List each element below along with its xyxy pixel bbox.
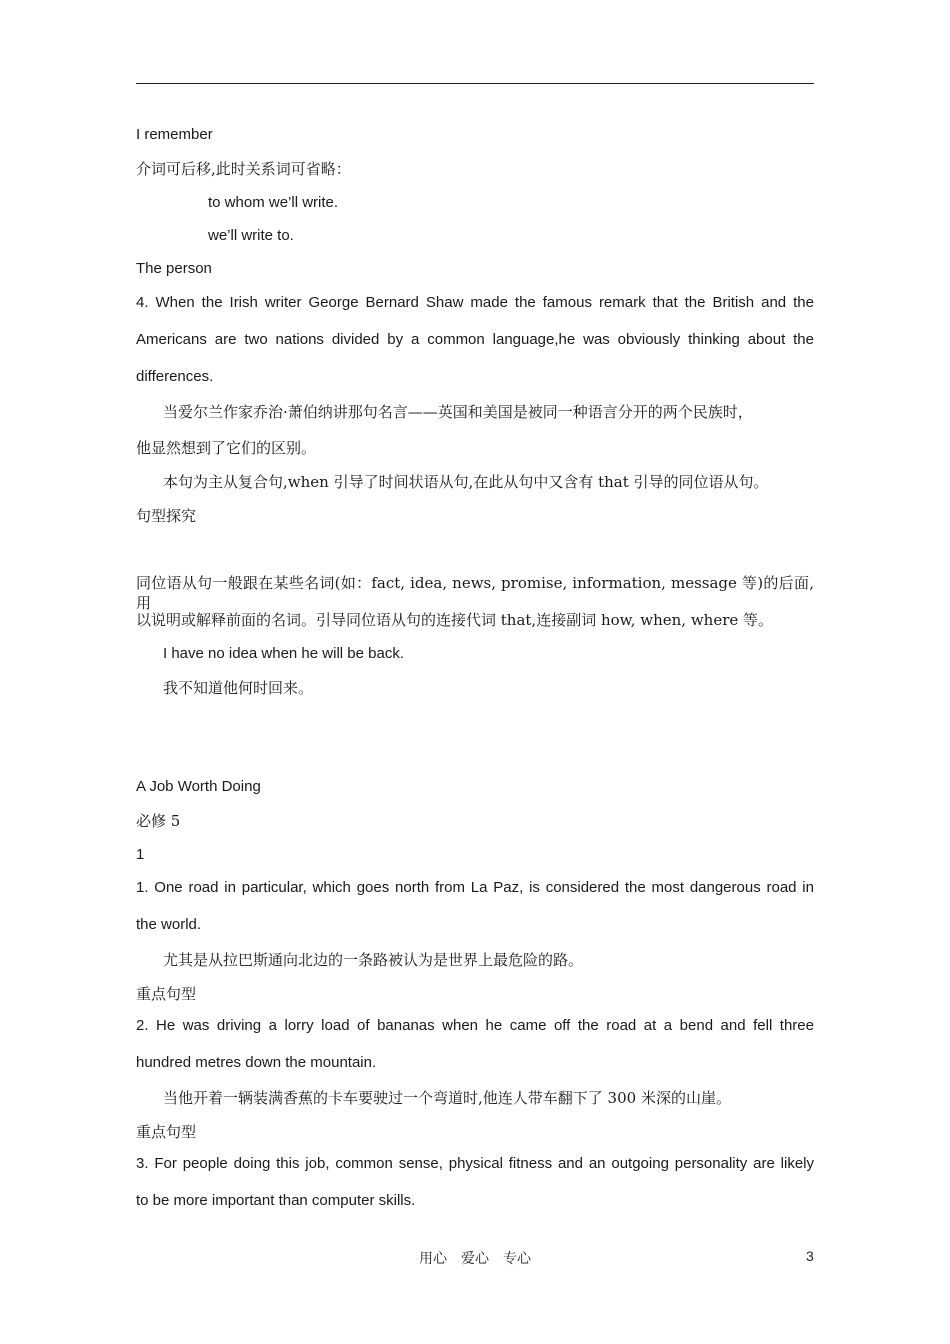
sentence-4-line: 4. When the Irish writer George Bernard Shaw made the famous remark that the British and the — [136, 294, 814, 311]
section-label: 重点句型 — [136, 985, 197, 1003]
sentence-4-line: differences. — [136, 368, 214, 385]
translation-line: 当爱尔兰作家乔治·萧伯纳讲那句名言——英国和美国是被同一种语言分开的两个民族时， — [163, 403, 753, 421]
sentence-2-line: hundred metres down the mountain. — [136, 1054, 377, 1071]
analysis-line: 本句为主从复合句,when 引导了时间状语从句,在此从句中又含有 that 引导的同位语从句。 — [163, 473, 769, 491]
sentence-3-line: to be more important than computer skills. — [136, 1192, 416, 1209]
sentence-1-line: 1. One road in particular, which goes north from La Paz, is considered the most dangerous road in — [136, 879, 814, 896]
translation-line: 他显然想到了它们的区别。 — [136, 439, 317, 457]
text-line: 介词可后移,此时关系词可省略： — [136, 160, 351, 178]
unit-title: A Job Worth Doing — [136, 778, 261, 795]
footer-motto: 用心 爱心 专心 — [419, 1251, 531, 1267]
sentence-4-line: Americans are two nations divided by a common language,he was obviously thinking about the — [136, 331, 814, 348]
section-label: 重点句型 — [136, 1123, 197, 1141]
sentence-3-line: 3. For people doing this job, common sense, physical fitness and an outgoing personality are likely — [136, 1155, 814, 1172]
section-label: 句型探究 — [136, 507, 197, 525]
example-line: we’ll write to. — [208, 227, 294, 244]
text-line: I remember — [136, 126, 213, 143]
translation-line: 尤其是从拉巴斯通向北边的一条路被认为是世界上最危险的路。 — [163, 951, 584, 969]
explanation-line: 同位语从句一般跟在某些名词(如：fact, idea, news, promise, information, message 等)的后面,用 — [136, 574, 814, 612]
example-line: to whom we’ll write. — [208, 194, 339, 211]
explanation-line: 以说明或解释前面的名词。引导同位语从句的连接代词 that,连接副词 how, when, where 等。 — [136, 611, 774, 629]
unit-number: 1 — [136, 846, 145, 863]
example-line: I have no idea when he will be back. — [163, 645, 404, 662]
sentence-1-line: the world. — [136, 916, 202, 933]
header-rule — [136, 83, 814, 84]
translation-line: 当他开着一辆装满香蕉的卡车要驶过一个弯道时,他连人带车翻下了 300 米深的山崖。 — [163, 1089, 731, 1107]
book-label: 必修 5 — [136, 812, 181, 830]
sentence-2-line: 2. He was driving a lorry load of bananas when he came off the road at a bend and fell three — [136, 1017, 814, 1034]
example-translation: 我不知道他何时回来。 — [163, 679, 314, 697]
text-line: The person — [136, 260, 212, 277]
page-number: 3 — [806, 1248, 814, 1264]
